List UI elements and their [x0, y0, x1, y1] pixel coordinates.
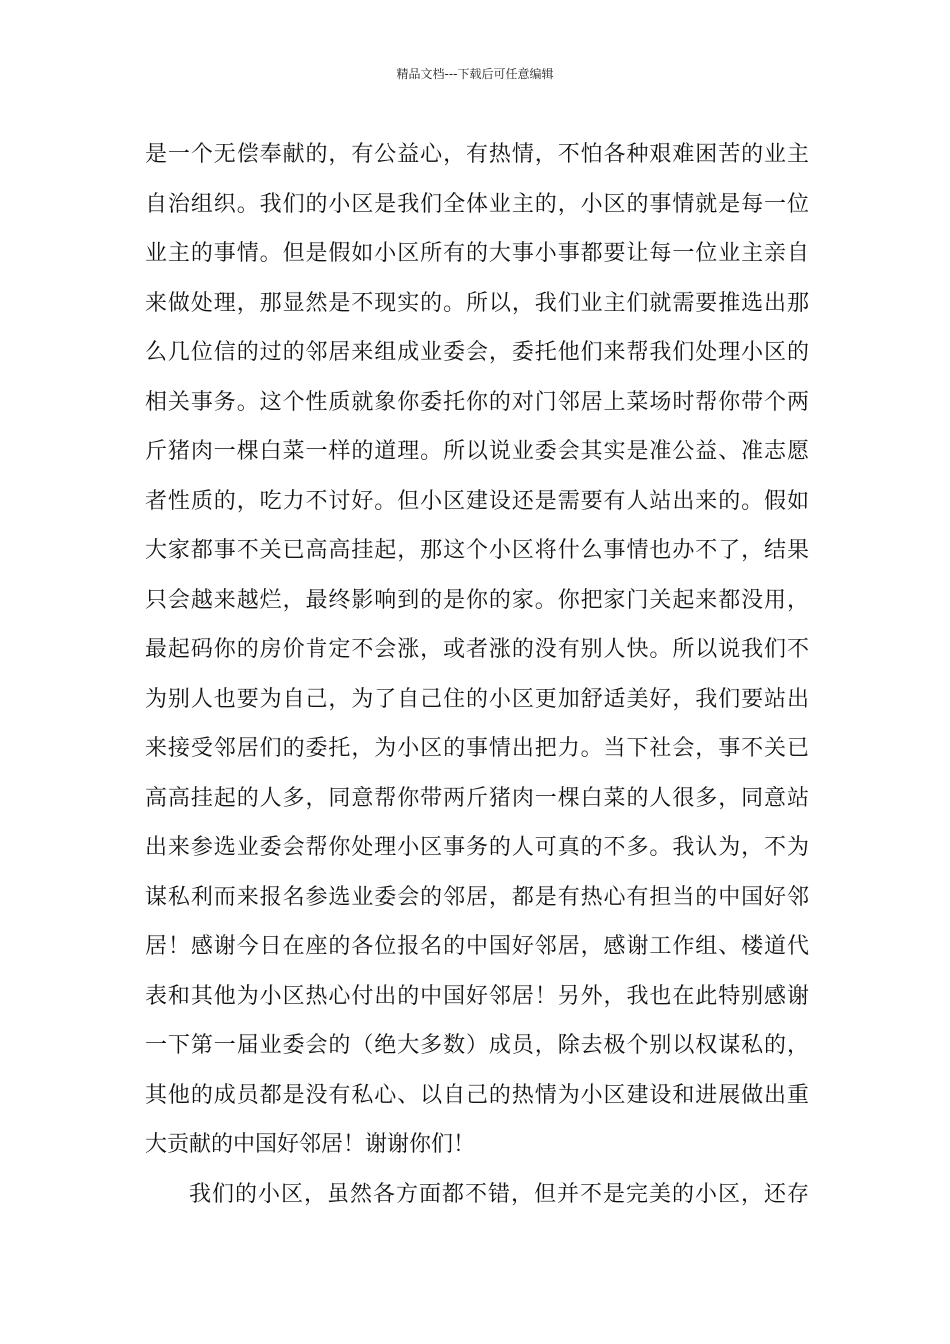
- text-line: 斤猪肉一棵白菜一样的道理。所以说业委会其实是准公益、准志愿: [145, 439, 809, 464]
- text-line: 一下第一届业委会的（绝大多数）成员，除去极个别以权谋私的，: [145, 1033, 809, 1058]
- text-line: 相关事务。这个性质就象你委托你的对门邻居上菜场时帮你带个两: [145, 389, 809, 415]
- text-line: 最起码你的房价肯定不会涨，或者涨的没有别人快。所以说我们不: [145, 637, 809, 662]
- document-body: [145, 130, 809, 1219]
- paragraph: [145, 1170, 809, 1220]
- text-line: 来做处理，那显然是不现实的。所以，我们业主们就需要推选出那: [145, 290, 809, 316]
- page-header: 精品文档---下载后可任意编辑: [396, 67, 554, 81]
- text-line: 表和其他为小区热心付出的中国好邻居！另外，我也在此特别感谢: [145, 983, 809, 1009]
- text-line: 我们的小区，虽然各方面都不错，但并不是完美的小区，还存: [189, 1181, 809, 1207]
- text-line: 么几位信的过的邻居来组成业委会，委托他们来帮我们处理小区的: [145, 340, 809, 365]
- text-line: 居！感谢今日在座的各位报名的中国好邻居，感谢工作组、楼道代: [145, 934, 809, 959]
- text-line: 自治组织。我们的小区是我们全体业主的，小区的事情就是每一位: [145, 191, 809, 217]
- text-line: 大家都事不关已高高挂起，那这个小区将什么事情也办不了，结果: [145, 538, 809, 563]
- text-line: 只会越来越烂，最终影响到的是你的家。你把家门关起来都没用，: [145, 587, 809, 613]
- text-line: 出来参选业委会帮你处理小区事务的人可真的不多。我认为，不为: [145, 835, 809, 860]
- text-line: 谋私利而来报名参选业委会的邻居，都是有热心有担当的中国好邻: [145, 884, 809, 910]
- text-line: 大贡献的中国好邻居！谢谢你们！: [145, 1132, 476, 1157]
- text-line: 者性质的，吃力不讨好。但小区建设还是需要有人站出来的。假如: [145, 488, 809, 514]
- text-line: 为别人也要为自己，为了自己住的小区更加舒适美好，我们要站出: [145, 686, 809, 712]
- paragraph: [145, 130, 809, 1170]
- text-line: 其他的成员都是没有私心、以自己的热情为小区建设和进展做出重: [145, 1082, 809, 1108]
- text-line: 是一个无偿奉献的，有公益心，有热情，不怕各种艰难困苦的业主: [145, 142, 809, 167]
- text-line: 业主的事情。但是假如小区所有的大事小事都要让每一位业主亲自: [145, 241, 809, 266]
- text-line: 高高挂起的人多，同意帮你带两斤猪肉一棵白菜的人很多，同意站: [145, 785, 809, 811]
- text-line: 来接受邻居们的委托，为小区的事情出把力。当下社会，事不关已: [145, 736, 809, 761]
